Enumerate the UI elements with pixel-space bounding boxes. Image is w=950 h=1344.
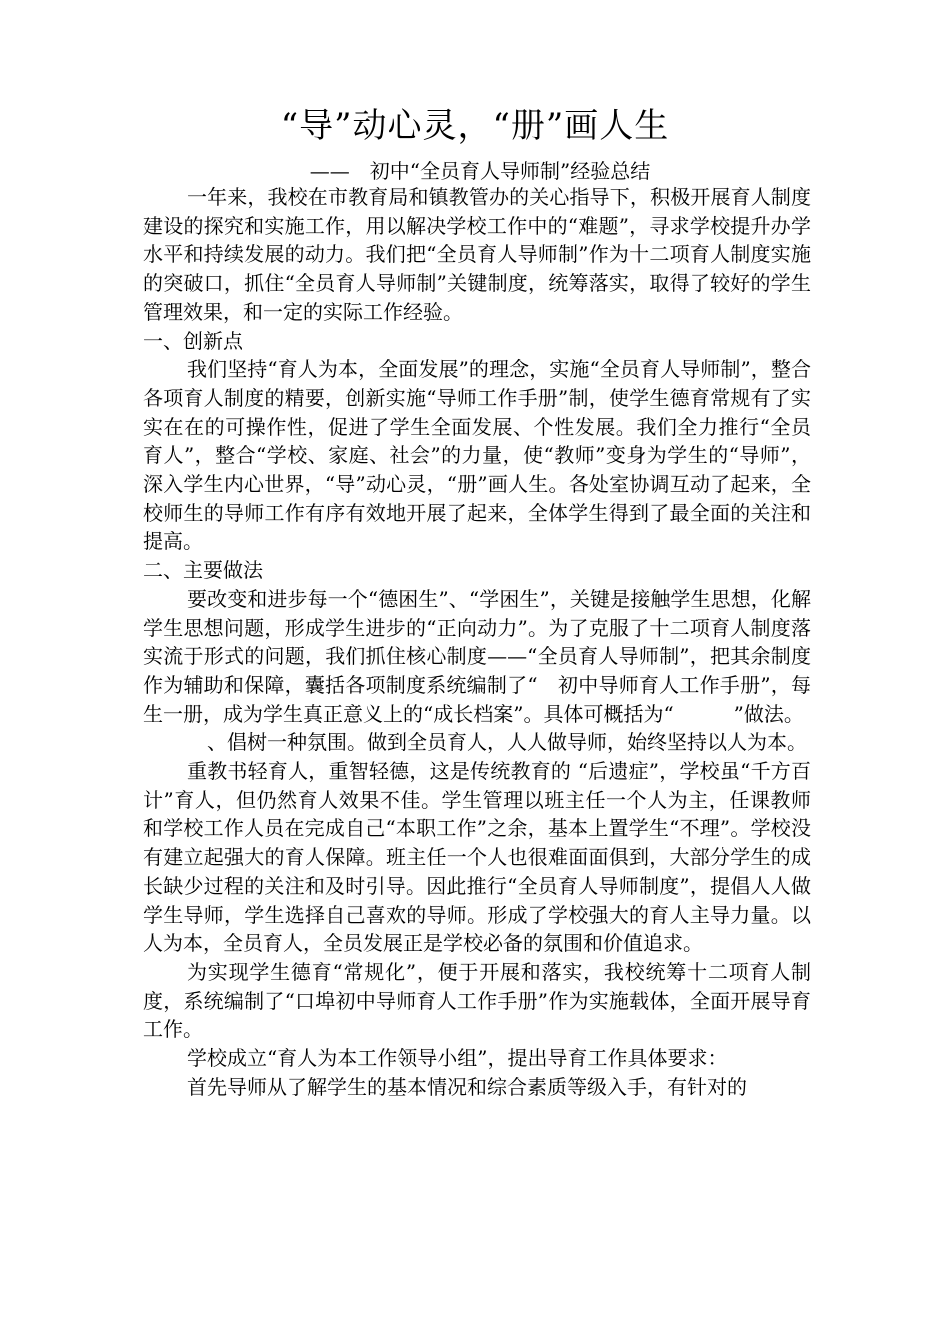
paragraph-leading-group: 学校成立“育人为本工作领导小组”，提出导育工作具体要求： xyxy=(187,1046,728,1071)
page-subtitle: —— 初中“全员育人导师制”经验总结 xyxy=(309,159,651,183)
paragraph-traditional-education: 重教书轻育人，重智轻德，这是传统教育的 “后遗症”，学校虽“千方百计”育人，但仍然育人效果不佳。学生管理以班主任一个人为主，任课教师和学校工作人员在完成自己“本职工作”之余，基本上置学生“不理”。学校没有建立起强大的育人保障。班主任一个人也很难面面俱到，大部分学生的成长缺少过程的关注和及时引导。因此推行“全员育人导师制度”，提倡人人做学生导师，学生选择自己喜欢的导师。形成了学校强大的育人主导力量。以人为本，全员育人，全员发展正是学校必备的氛围和价值追求。 xyxy=(143,759,811,956)
document-body xyxy=(143,183,811,1102)
paragraph-atmosphere-point: 、倡树一种氛围。做到全员育人，人人做导师，始终坚持以人为本。 xyxy=(187,730,807,755)
section-heading-methods: 二、主要做法 xyxy=(143,558,263,583)
paragraph-innovation: 我们坚持“育人为本，全面发展”的理念，实施“全员育人导师制”，整合各项育人制度的精要，创新实施“导师工作手册”制，使学生德育常规有了实实在在的可操作性，促进了学生全面发展、个性发展。我们全力推行“全员育人”，整合“学校、家庭、社会”的力量，使“教师”变身为学生的“导师”，深入学生内心世界，“导”动心灵，“册”画人生。各处室协调互动了起来，全校师生的导师工作有序有效地开展了起来，全体学生得到了最全面的关注和提高。 xyxy=(143,357,811,554)
page-title: “导”动心灵，“册”画人生 xyxy=(280,106,670,146)
paragraph-handbook: 为实现学生德育“常规化”，便于开展和落实，我校统筹十二项育人制度，系统编制了“口埠初中导师育人工作手册”作为实施载体，全面开展导育工作。 xyxy=(143,959,811,1042)
paragraph-first-step: 首先导师从了解学生的基本情况和综合素质等级入手，有针对的 xyxy=(187,1074,747,1099)
paragraph-methods: 要改变和进步每一个“德困生”、“学困生”，关键是接触学生思想，化解学生思想问题，形成学生进步的“正向动力”。为了克服了十二项育人制度落实流于形式的问题，我们抓住核心制度——“全员育人导师制”，把其余制度作为辅助和保障，囊括各项制度系统编制了“ 初中导师育人工作手册”，每生一册，成为学生真正意义上的“成长档案”。具体可概括为“ ”做法。 xyxy=(143,586,811,726)
paragraph-intro: 一年来，我校在市教育局和镇教管办的关心指导下，积极开展育人制度建设的探究和实施工作，用以解决学校工作中的“难题”，寻求学校提升办学水平和持续发展的动力。我们把“全员育人导师制”作为十二项育人制度实施的突破口，抓住“全员育人导师制”关键制度，统筹落实，取得了较好的学生管理效果，和一定的实际工作经验。 xyxy=(143,185,811,324)
section-heading-innovation: 一、创新点 xyxy=(143,328,243,353)
